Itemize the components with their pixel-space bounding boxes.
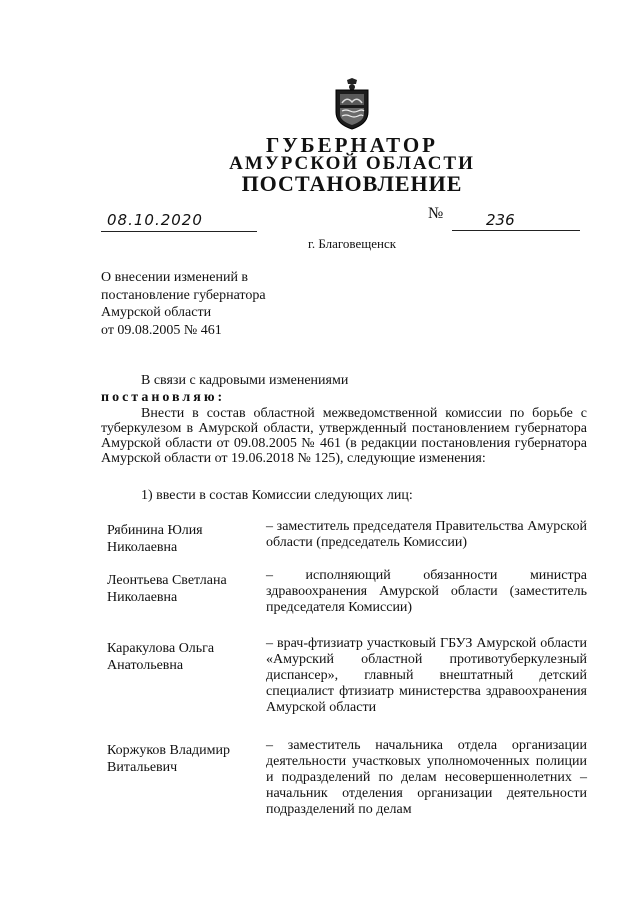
document-subject [101, 269, 266, 339]
member-role: – врач-фтизиатр участковый ГБУЗ Амурской области «Амурский областной противотуберкулезный диспансер», главный внештатный детский специалист фтизиатр министерства здравоохранения Амурской области [266, 636, 587, 715]
item-one: 1) ввести в состав Комиссии следующих лиц: [141, 488, 413, 503]
subject-line: от 09.08.2005 № 461 [101, 322, 222, 338]
number-label: № [428, 205, 444, 222]
subject-line: Амурской области [101, 305, 212, 320]
member-patronymic: Николаевна [107, 540, 178, 555]
document-type-title: ПОСТАНОВЛЕНИЕ [241, 171, 463, 196]
reason-line: В связи с кадровыми изменениями [141, 373, 349, 388]
member-surname-name: Леонтьева Светлана [107, 573, 227, 588]
title-region: АМУРСКОЙ ОБЛАСТИ [229, 153, 475, 174]
member-surname-name: Коржуков Владимир [107, 743, 231, 758]
document-number: 236 [452, 211, 580, 231]
decree-word: постановляю: [101, 390, 226, 405]
member-name [107, 742, 230, 776]
member-patronymic: Николаевна [107, 590, 178, 605]
member-role: – заместитель начальника отдела организации деятельности участковых уполномоченных полиции и подразделений по делам несовершеннолетних – начальник отделения организации деятельности подразделений по делам [266, 738, 587, 817]
member-patronymic: Анатольевна [107, 658, 184, 673]
subject-line: О внесении изменений в [101, 270, 249, 285]
member-role: – исполняющий обязанности министра здравоохранения Амурской области (заместитель председателя Комиссии) [266, 568, 587, 615]
member-surname-name: Каракулова Ольга [107, 641, 215, 656]
city-name: г. Благовещенск [307, 236, 397, 251]
member-role: – заместитель председателя Правительства Амурской области (председатель Комиссии) [266, 519, 587, 550]
member-name [107, 522, 203, 556]
member-name [107, 572, 227, 606]
title-governor: ГУБЕРНАТОР [265, 133, 439, 157]
member-surname-name: Рябинина Юлия [107, 523, 203, 538]
coat-of-arms-emblem [330, 78, 374, 130]
member-name [107, 640, 214, 674]
document-date: 08.10.2020 [101, 211, 257, 232]
subject-line: постановление губернатора [101, 287, 266, 303]
main-paragraph: Внести в состав областной межведомственной комиссии по борьбе с туберкулезом в Амурской области, утвержденный постановлением губернатора Амурской области от 09.08.2005 № 461 (в редакции постановления губернатора Амурской области от 19.06.2018 № 125), следующие изменения: [101, 406, 587, 466]
member-patronymic: Витальевич [107, 760, 178, 775]
